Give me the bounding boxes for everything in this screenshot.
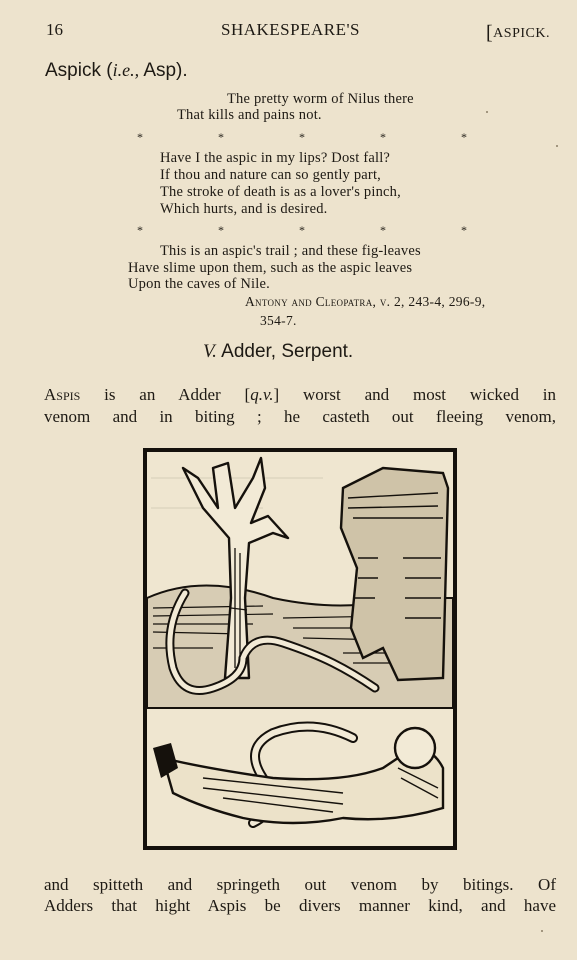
- star-separator: *: [299, 223, 305, 237]
- star-separator: *: [461, 223, 467, 237]
- section-title: Adder, Serpent.: [221, 341, 354, 362]
- star-separator: *: [299, 130, 305, 144]
- paper-speck: [556, 145, 558, 147]
- quote-line: The stroke of death is as a lover's pinch,: [160, 184, 401, 200]
- woodcut-serpents-icon: [143, 448, 457, 850]
- citation: Antony and Cleopatra, v. 2, 243-4, 296-9,: [245, 294, 486, 309]
- quote-line: Which hurts, and is desired.: [160, 201, 328, 217]
- quote-line: If thou and nature can so gently part,: [160, 167, 382, 183]
- section-heading: [203, 341, 353, 363]
- running-section: [486, 20, 550, 43]
- quote-line: Upon the caves of Nile.: [128, 276, 270, 292]
- quote-line: Have I the aspic in my lips? Dost fall?: [160, 150, 391, 166]
- star-separator: *: [380, 223, 386, 237]
- entry-heading-word: Aspick: [45, 60, 101, 81]
- star-separator: *: [218, 130, 224, 144]
- entry-heading-gloss: (i.e., Asp).: [106, 60, 188, 81]
- star-separator: *: [137, 130, 143, 144]
- star-separator: *: [218, 223, 224, 237]
- paper-speck: [541, 930, 543, 932]
- prose-line: Aspis is an Adder [q.v.] worst and most wicked in: [44, 385, 556, 404]
- quote-line: The pretty worm of Nilus there: [227, 91, 414, 107]
- star-separator: *: [137, 223, 143, 237]
- quote-line: This is an aspic's trail ; and these fig-leaves: [160, 243, 421, 259]
- citation-continued: 354-7.: [260, 313, 297, 328]
- prose-line: and spitteth and springeth out venom by bitings. Of: [44, 875, 556, 894]
- header-bracket: [: [486, 22, 494, 44]
- paper-speck: [486, 111, 488, 113]
- quote-line: Have slime upon them, such as the aspic leaves: [128, 260, 413, 276]
- running-section-word: ASPICK.: [493, 26, 550, 41]
- section-number: V.: [203, 341, 217, 362]
- prose-line: venom and in biting ; he casteth out fleeing venom,: [44, 407, 556, 426]
- page-number: 16: [46, 20, 63, 39]
- star-separator: *: [461, 130, 467, 144]
- entry-heading: [45, 60, 188, 82]
- running-title: SHAKESPEARE'S: [221, 20, 360, 39]
- prose-line: Adders that hight Aspis be divers manner kind, and have: [44, 896, 556, 915]
- quote-line: That kills and pains not.: [177, 107, 322, 123]
- star-separator: *: [380, 130, 386, 144]
